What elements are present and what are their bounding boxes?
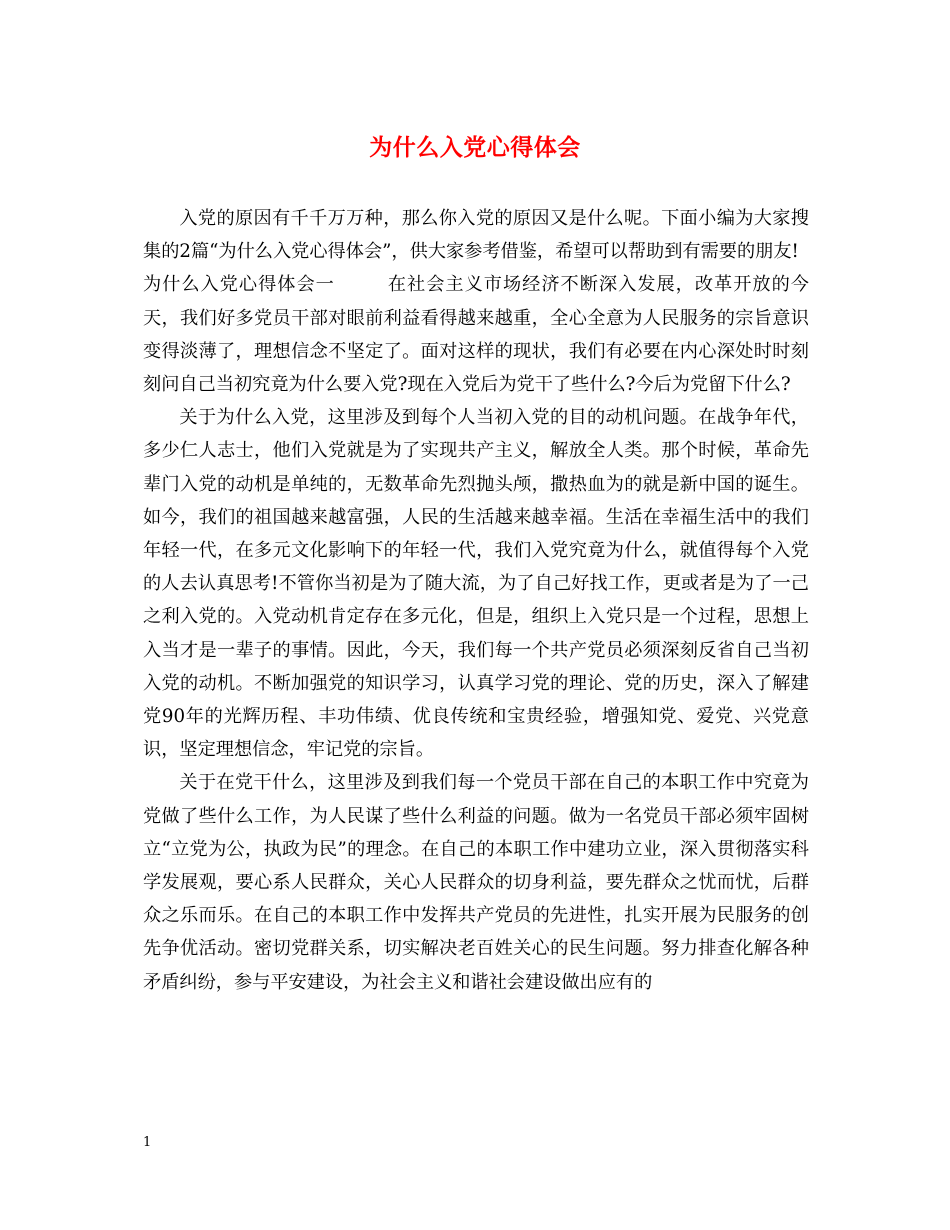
document-title: 为什么入党心得体会 — [369, 134, 581, 161]
section-one-text: 在社会主义市场经济不断深入发展，改革开放的今天，我们好多党员干部对眼前利益看得越来越重，全心全意为人民服务的宗旨意识变得淡薄了，理想信念不坚定了。面对这样的现状，我们有必要在内心深处时时刻刻问自己当初究竟为什么要入党?现在入党后为党干了些什么?今后为党留下什么? — [143, 274, 809, 396]
intro-paragraph: 入党的原因有千千万万种，那么你入党的原因又是什么呢。下面小编为大家搜集的2篇“为什么入党心得体会”，供大家参考借鉴，希望可以帮助到有需要的朋友! — [143, 208, 809, 263]
page-number: 1 — [143, 1135, 152, 1150]
section-heading: 为什么入党心得体会一 — [143, 274, 335, 296]
document-body — [143, 202, 809, 999]
what-to-do-paragraph: 关于在党干什么，这里涉及到我们每一个党员干部在自己的本职工作中究竟为党做了些什么工作，为人民谋了些什么利益的问题。做为一名党员干部必须牢固树立“立党为公，执政为民”的理念。在自己的本职工作中建功立业，深入贯彻落实科学发展观，要心系人民群众，关心人民群众的切身利益，要先群众之忧而忧，后群众之乐而乐。在自己的本职工作中发挥共产党员的先进性，扎实开展为民服务的创先争优活动。密切党群关系，切实解决老百姓关心的民生问题。努力排查化解各种矛盾纠纷，参与平安建设，为社会主义和谐社会建设做出应有的 — [143, 772, 809, 993]
section-one-paragraph — [143, 268, 809, 401]
why-join-paragraph: 关于为什么入党，这里涉及到每个人当初入党的目的动机问题。在战争年代，多少仁人志士，他们入党就是为了实现共产主义，解放全人类。那个时候，革命先辈门入党的动机是单纯的，无数革命先烈抛头颅，撒热血为的就是新中国的诞生。如今，我们的祖国越来越富强，人民的生活越来越幸福。生活在幸福生活中的我们年轻一代，在多元文化影响下的年轻一代，我们入党究竟为什么，就值得每个入党的人去认真思考!不管你当初是为了随大流，为了自己好找工作，更或者是为了一己之利入党的。入党动机肯定存在多元化，但是，组织上入党只是一个过程，思想上入当才是一辈子的事情。因此，今天，我们每一个共产党员必须深刻反省自己当初入党的动机。不断加强党的知识学习，认真学习党的理论、党的历史，深入了解建党90年的光辉历程、丰功伟绩、优良传统和宝贵经验，增强知党、爱党、兴党意识，坚定理想信念，牢记党的宗旨。 — [143, 407, 809, 761]
